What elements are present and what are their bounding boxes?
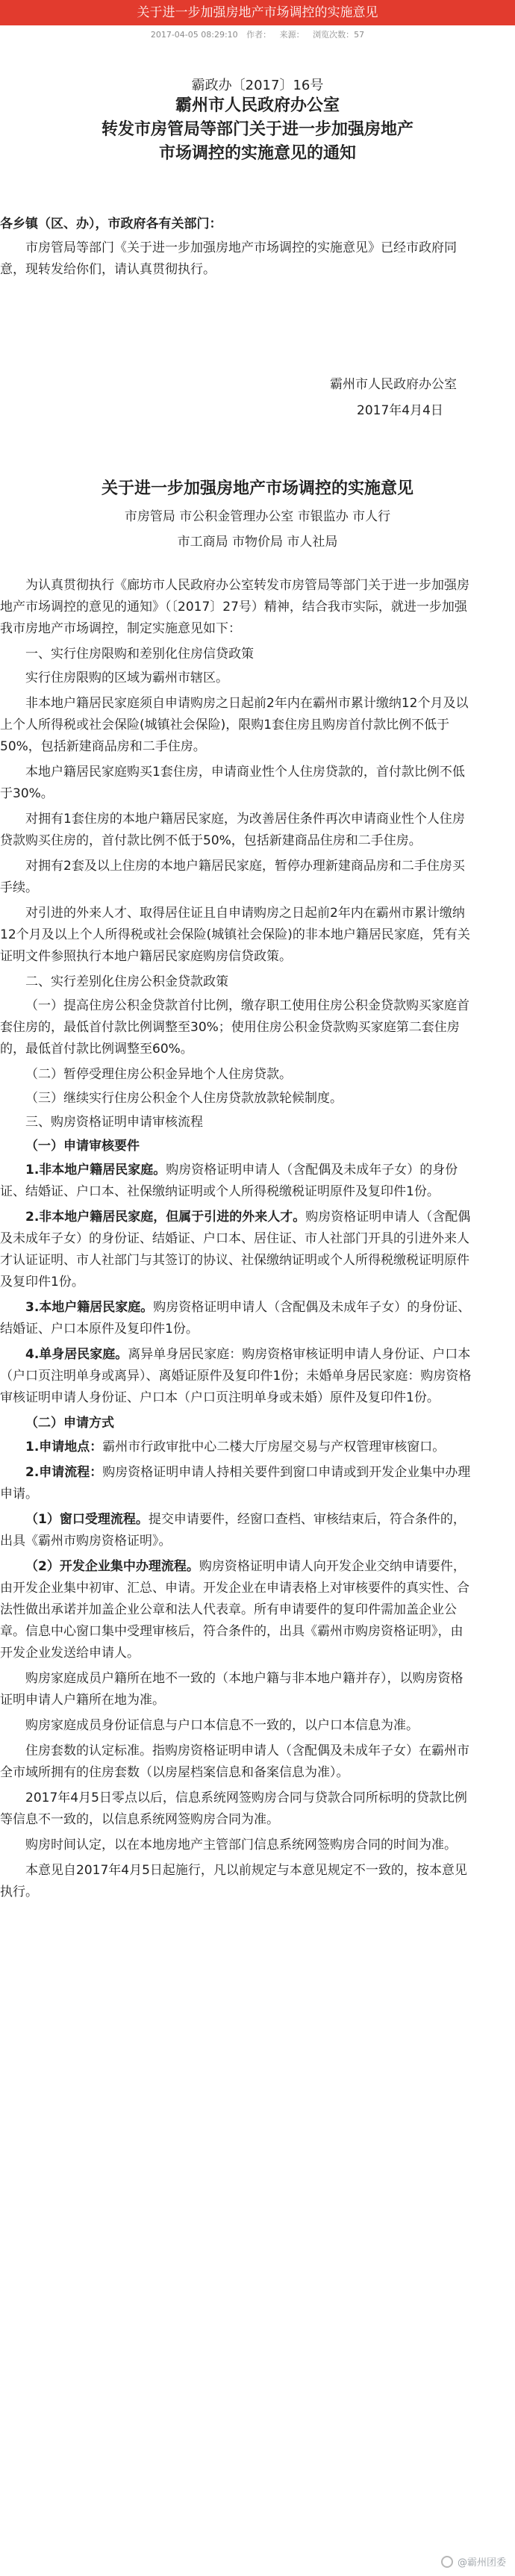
- source-label: 来源：: [279, 30, 305, 40]
- document-number: 霸政办〔2017〕16号: [191, 78, 324, 93]
- section-heading-1: 一、实行住房限购和差别化住房信贷政策: [25, 647, 254, 662]
- paragraph: 3.本地户籍居民家庭。购房资格证明申请人（含配偶及未成年子女）的身份证、结婚证、户口本原件及复印件1份。: [0, 1300, 471, 1337]
- paragraph: 本地户籍居民家庭购买1套住房，申请商业性个人住房贷款的，首付款比例不低于30%。: [0, 765, 465, 801]
- section-heading-3: 三、购房资格证明申请审核流程: [25, 1115, 203, 1130]
- page-header-bar: [0, 0, 515, 25]
- paragraph: （三）继续实行住房公积金个人住房贷款放款轮候制度。: [25, 1091, 343, 1106]
- view-count: 浏览次数：57: [313, 30, 365, 40]
- paragraph: 实行住房限购的区域为霸州市辖区。: [25, 671, 228, 685]
- section-heading-2: 二、实行差别化住房公积金贷款政策: [25, 974, 228, 989]
- paragraph: 本意见自2017年4月5日起施行，凡以前规定与本意见规定不一致的，按本意见执行。: [0, 1863, 467, 1900]
- paragraph: 购房家庭成员户籍所在地不一致的（本地户籍与非本地户籍并存），以购房资格证明申请人户籍所在地为准。: [0, 1671, 464, 1708]
- paragraph: 1.非本地户籍居民家庭。购房资格证明申请人（含配偶及未成年子女）的身份证、结婚证、户口本、社保缴纳证明或个人所得税缴税证明原件及复印件1份。: [0, 1163, 458, 1199]
- notice-title-line-1: 霸州市人民政府办公室: [175, 96, 340, 115]
- paragraph: （1）窗口受理流程。提交申请要件，经窗口查档、审核结束后，符合条件的，出具《霸州市购房资格证明》。: [0, 1512, 466, 1549]
- issuing-departments-line-1: 市房管局 市公积金管理办公室 市银监办 市人行: [124, 509, 391, 524]
- opinion-body: [0, 575, 474, 1907]
- paragraph: 4.单身居民家庭。离异单身居民家庭：购房资格审核证明申请人身份证、户口本（户口页注明单身或离异）、离婚证原件及复印件1份；未婚单身居民家庭：购房资格审核证明申请人身份证、户口本（户口页注明单身或未婚）原件及复印件1份。: [0, 1347, 472, 1405]
- weibo-icon: [441, 2556, 453, 2568]
- paragraph: 对拥有1套住房的本地户籍居民家庭，为改善居住条件再次申请商业性个人住房贷款购买住房的，首付款比例不低于50%，包括新建商品住房和二手住房。: [0, 812, 465, 848]
- paragraph: 非本地户籍居民家庭须自申请购房之日起前2年内在霸州市累计缴纳12个月及以上个人所得税或社会保险(城镇社会保险)，限购1套住房且购房首付款比例不低于50%，包括新建商品房和二手住房。: [0, 696, 469, 754]
- paragraph: 1.申请地点：霸州市行政审批中心二楼大厅房屋交易与产权管理审核窗口。: [25, 1440, 446, 1455]
- paragraph: 2.非本地户籍居民家庭，但属于引进的外来人才。购房资格证明申请人（含配偶及未成年子女）的身份证、结婚证、户口本、居住证、市人社部门开具的引进外来人才认证证明、市人社部门与其签订的协议、社保缴纳证明或个人所得税缴税证明原件及复印件1份。: [0, 1210, 471, 1289]
- paragraph: 对引进的外来人才、取得居住证且自申请购房之日起前2年内在霸州市累计缴纳12个月及以上个人所得税或社会保险(城镇社会保险)的非本地户籍居民家庭，凭有关证明文件参照执行本地户籍居民家庭购房信贷政策。: [0, 906, 470, 964]
- notice-title-line-2: 转发市房管局等部门关于进一步加强房地产: [101, 120, 413, 139]
- paragraph: 购房家庭成员身份证信息与户口本信息不一致的，以户口本信息为准。: [25, 1718, 419, 1733]
- paragraph: 2.申请流程：购房资格证明申请人持相关要件到窗口申请或到开发企业集中办理申请。: [0, 1465, 471, 1502]
- subsection-heading: （一）申请审核要件: [25, 1139, 140, 1154]
- paragraph: （2）开发企业集中办理流程。购房资格证明申请人向开发企业交纳申请要件，由开发企业集中初审、汇总、申请。开发企业在申请表格上对审核要件的真实性、合法性做出承诺并加盖企业公章和法人代表章。所有申请要件的复印件需加盖企业公章。信息中心窗口集中受理审核后，符合条件的，出具《霸州市购房资格证明》，由开发企业发送给申请人。: [0, 1559, 469, 1661]
- paragraph: 对拥有2套及以上住房的本地户籍居民家庭，暂停办理新建商品房和二手住房买手续。: [0, 859, 465, 895]
- notice-signer: 霸州市人民政府办公室: [330, 377, 457, 392]
- paragraph: （二）暂停受理住房公积金异地个人住房贷款。: [25, 1067, 292, 1082]
- subsection-heading: （二）申请方式: [25, 1416, 114, 1431]
- notice-salutation: 各乡镇（区、办），市政府各有关部门：: [0, 217, 222, 231]
- watermark: [441, 2554, 506, 2569]
- page-header-title: 关于进一步加强房地产市场调控的实施意见: [137, 5, 378, 20]
- watermark-text: @霸州团委: [457, 2557, 506, 2569]
- paragraph: 为认真贯彻执行《廊坊市人民政府办公室转发市房管局等部门关于进一步加强房地产市场调控的意见的通知》（〔2017〕27号）精神，结合我市实际，就进一步加强我市房地产市场调控，制定实施意见如下：: [0, 578, 469, 636]
- notice-date: 2017年4月4日: [357, 403, 443, 418]
- publish-datetime: 2017-04-05 08:29:10: [150, 30, 238, 40]
- notice-body: 市房管局等部门《关于进一步加强房地产市场调控的实施意见》已经市政府同意，现转发给你们，请认真贯彻执行。: [0, 240, 457, 277]
- opinion-title: 关于进一步加强房地产市场调控的实施意见: [101, 479, 413, 498]
- issuing-departments-line-2: 市工商局 市物价局 市人社局: [177, 535, 338, 550]
- notice-title-line-3: 市场调控的实施意见的通知: [158, 144, 356, 163]
- article-meta: [0, 28, 515, 40]
- notice-title: [0, 94, 515, 166]
- paragraph: 购房时间认定，以在本地房地产主管部门信息系统网签购房合同的时间为准。: [25, 1838, 457, 1852]
- paragraph: 2017年4月5日零点以后，信息系统网签购房合同与贷款合同所标明的贷款比例等信息不一致的，以信息系统网签购房合同为准。: [0, 1791, 467, 1827]
- paragraph: （一）提高住房公积金贷款首付比例，缴存职工使用住房公积金贷款购买家庭首套住房的，最低首付款比例调整至30%；使用住房公积金贷款购买家庭第二套住房的，最低首付款比例调整至60%。: [0, 998, 469, 1057]
- paragraph: 住房套数的认定标准。指购房资格证明申请人（含配偶及未成年子女）在霸州市全市域所拥有的住房套数（以房屋档案信息和备案信息为准）。: [0, 1743, 469, 1780]
- author-label: 作者：: [246, 30, 272, 40]
